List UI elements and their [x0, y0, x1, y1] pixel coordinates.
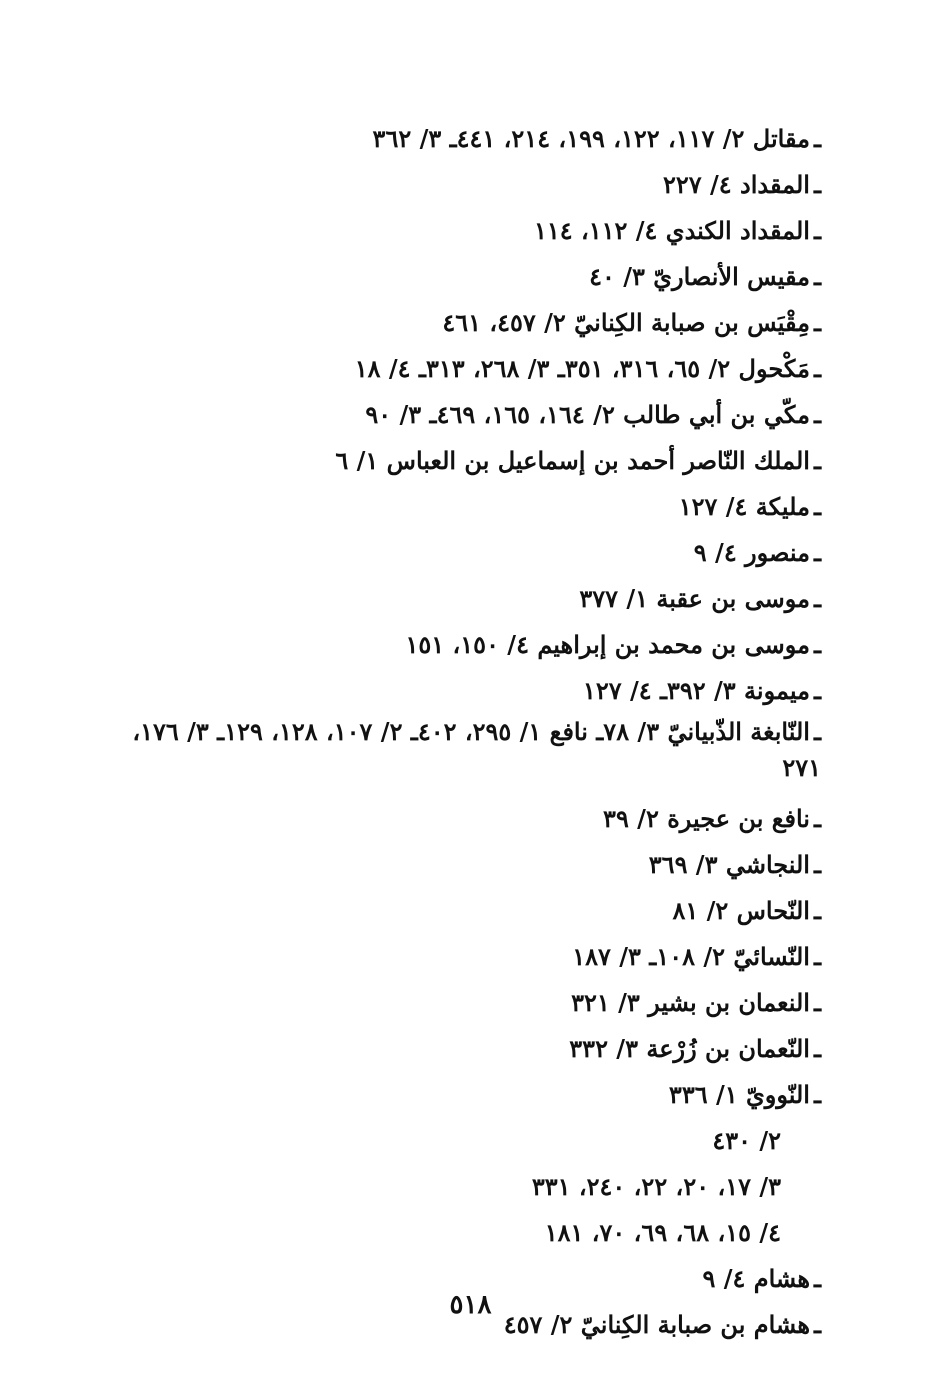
index-entry: [101, 162, 821, 208]
entry-text: مقيس الأنصاريّ ٣/ ٤٠: [589, 262, 810, 291]
entry-text: المقداد الكندي ٤/ ١١٢، ١١٤: [533, 216, 810, 245]
entry-dash: ـ: [813, 446, 821, 475]
index-entry: [101, 714, 821, 786]
entry-dash: ـ: [813, 492, 821, 521]
index-entry: [101, 842, 821, 888]
entry-dash: ـ: [813, 308, 821, 337]
entry-dash: ـ: [813, 988, 821, 1017]
entry-text: النّسائيّ ٢/ ١٠٨ـ ٣/ ١٨٧: [572, 942, 810, 971]
entry-text: منصور ٤/ ٩: [693, 538, 810, 567]
entry-text: ميمونة ٣/ ٣٩٢ـ ٤/ ١٢٧: [582, 676, 810, 705]
index-entry: [101, 980, 821, 1026]
entry-text: النعمان بن بشير ٣/ ٣٢١: [571, 988, 810, 1017]
index-entry: [101, 576, 821, 622]
entry-text: مِقْيَس بن صبابة الكِنانيّ ٢/ ٤٥٧، ٤٦١: [442, 308, 810, 337]
entry-dash: ـ: [813, 400, 821, 429]
entry-dash: ـ: [813, 1034, 821, 1063]
entry-text: مقاتل ٢/ ١١٧، ١٢٢، ١٩٩، ٢١٤، ٤٤١ـ ٣/ ٣٦٢: [372, 124, 810, 153]
index-entry: [101, 254, 821, 300]
index-entry: [101, 346, 821, 392]
entry-text: المقداد ٤/ ٢٢٧: [662, 170, 810, 199]
entry-dash: ـ: [813, 676, 821, 705]
entry-text: الملك النّاصر أحمد بن إسماعيل بن العباس ١/ ٦: [335, 446, 810, 475]
entry-text: النّعمان بن زُرْعة ٣/ ٣٣٢: [569, 1034, 810, 1063]
page-number: ٥١٨: [449, 1290, 492, 1320]
entry-text: مَكْحول ٢/ ٦٥، ٣١٦، ٣٥١ـ ٣/ ٢٦٨، ٣١٣ـ ٤/ ١٨: [354, 354, 810, 383]
entry-text: النّوويّ ١/ ٣٣٦: [668, 1080, 810, 1109]
entry-dash: ـ: [813, 804, 821, 833]
index-entry: [101, 934, 821, 980]
entry-text: هشام ٤/ ٩: [702, 1264, 810, 1293]
index-entry: [101, 796, 821, 842]
index-sub-entry: ٢/ ٤٣٠: [712, 1126, 781, 1155]
index-entry: [101, 484, 821, 530]
entry-text: هشام بن صبابة الكِنانيّ ٢/ ٤٥٧: [503, 1310, 810, 1339]
entry-text: النجاشي ٣/ ٣٦٩: [648, 850, 810, 879]
entry-text: موسى بن عقبة ١/ ٣٧٧: [579, 584, 810, 613]
entry-dash: ـ: [813, 630, 821, 659]
index-entry: [101, 888, 821, 934]
index-entry: [101, 300, 821, 346]
entry-text: مكّي بن أبي طالب ٢/ ١٦٤، ١٦٥، ٤٦٩ـ ٣/ ٩٠: [365, 400, 810, 429]
index-sub-entry: ٤/ ١٥، ٦٨، ٦٩، ٧٠، ١٨١: [544, 1218, 781, 1247]
index-sub-entry: ٣/ ١٧، ٢٠، ٢٢، ٢٤٠، ٣٣١: [531, 1172, 781, 1201]
entry-dash: ـ: [813, 124, 821, 153]
entry-dash: ـ: [813, 1264, 821, 1293]
entry-dash: ـ: [813, 216, 821, 245]
index-entry: [101, 116, 821, 162]
entry-text: مليكة ٤/ ١٢٧: [678, 492, 810, 521]
index-entry: [101, 1026, 821, 1072]
entry-dash: ـ: [813, 170, 821, 199]
entry-dash: ـ: [813, 1310, 821, 1339]
entry-text: موسى بن محمد بن إبراهيم ٤/ ١٥٠، ١٥١: [405, 630, 810, 659]
entry-dash: ـ: [813, 942, 821, 971]
entry-dash: ـ: [813, 538, 821, 567]
index-entry: [101, 1072, 821, 1118]
entry-dash: ـ: [813, 262, 821, 291]
index-entry: [101, 438, 821, 484]
entry-dash: ـ: [813, 1080, 821, 1109]
index-entry: [101, 208, 821, 254]
index-entry: [101, 622, 821, 668]
index-entry: [101, 392, 821, 438]
index-entry: [101, 530, 821, 576]
entry-dash: ـ: [813, 354, 821, 383]
entry-text: نافع بن عجيرة ٢/ ٣٩: [603, 804, 810, 833]
entry-dash: ـ: [813, 717, 821, 746]
entry-dash: ـ: [813, 850, 821, 879]
index-entry: [101, 668, 821, 714]
entry-dash: ـ: [813, 896, 821, 925]
entry-text: النّابغة الذّبيانيّ ٣/ ٧٨ـ نافع ١/ ٢٩٥، ٤٠٢ـ ٢/ ١٠٧، ١٢٨، ١٢٩ـ ٣/ ١٧٦، ٢٧١: [132, 717, 821, 782]
entry-dash: ـ: [813, 584, 821, 613]
name-index-list: [101, 116, 821, 1348]
entry-text: النّحاس ٢/ ٨١: [672, 896, 810, 925]
